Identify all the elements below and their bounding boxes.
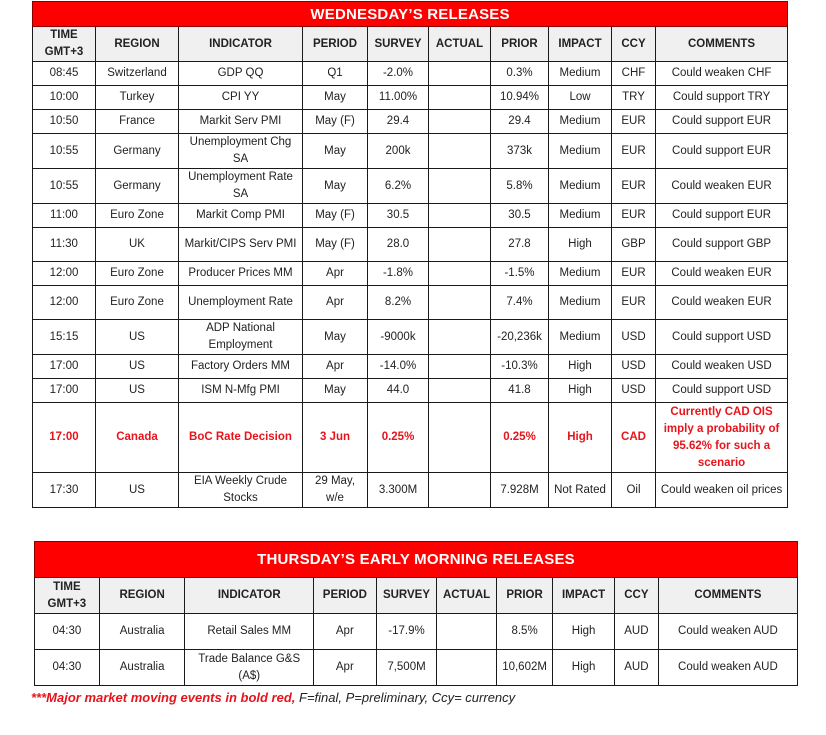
table-row (33, 320, 788, 355)
col-header-time: TIME GMT+3 (33, 27, 96, 62)
cell-survey: -14.0% (368, 355, 429, 379)
cell-time: 10:50 (33, 110, 96, 134)
col-header-time: TIME GMT+3 (35, 578, 100, 614)
cell-actual (429, 403, 491, 473)
cell-actual (429, 228, 491, 262)
cell-prior: 8.5% (496, 614, 552, 650)
cell-prior: 0.25% (491, 403, 549, 473)
col-header-region: REGION (96, 27, 179, 62)
cell-time: 04:30 (35, 650, 100, 686)
table-row (33, 134, 788, 169)
cell-prior: -1.5% (491, 262, 549, 286)
col-header-region: REGION (99, 578, 185, 614)
cell-ccy: EUR (612, 110, 656, 134)
cell-prior: 10,602M (496, 650, 552, 686)
cell-ccy: CAD (612, 403, 656, 473)
cell-comments: Currently CAD OIS imply a probability of 95.62% for such a scenario (656, 403, 788, 473)
cell-impact: Not Rated (549, 473, 612, 508)
cell-survey: -2.0% (368, 62, 429, 86)
cell-comments: Could support USD (656, 379, 788, 403)
cell-comments: Could weaken CHF (656, 62, 788, 86)
cell-period: May (303, 169, 368, 204)
cell-prior: 373k (491, 134, 549, 169)
cell-impact: Medium (549, 262, 612, 286)
cell-indicator: GDP QQ (179, 62, 303, 86)
cell-actual (429, 262, 491, 286)
cell-period: Apr (314, 650, 377, 686)
cell-prior: 41.8 (491, 379, 549, 403)
thursday-title: THURSDAY’S EARLY MORNING RELEASES (35, 542, 798, 578)
cell-period: May (303, 134, 368, 169)
cell-ccy: EUR (612, 286, 656, 320)
cell-period: Apr (303, 262, 368, 286)
cell-ccy: Oil (612, 473, 656, 508)
cell-region: Australia (99, 650, 185, 686)
table-row (33, 355, 788, 379)
cell-prior: -10.3% (491, 355, 549, 379)
cell-region: Germany (96, 134, 179, 169)
cell-indicator: EIA Weekly Crude Stocks (179, 473, 303, 508)
cell-prior: -20,236k (491, 320, 549, 355)
cell-survey: -1.8% (368, 262, 429, 286)
cell-survey: 29.4 (368, 110, 429, 134)
cell-ccy: EUR (612, 262, 656, 286)
cell-ccy: CHF (612, 62, 656, 86)
cell-region: Euro Zone (96, 286, 179, 320)
cell-survey: -17.9% (376, 614, 437, 650)
col-header-ccy: CCY (614, 578, 658, 614)
cell-indicator: Markit/CIPS Serv PMI (179, 228, 303, 262)
cell-region: US (96, 355, 179, 379)
cell-survey: 0.25% (368, 403, 429, 473)
cell-region: UK (96, 228, 179, 262)
cell-indicator: BoC Rate Decision (179, 403, 303, 473)
table-row (35, 650, 798, 686)
cell-period: 3 Jun (303, 403, 368, 473)
cell-region: Euro Zone (96, 204, 179, 228)
thursday-releases-table (34, 541, 798, 686)
col-header-survey: SURVEY (368, 27, 429, 62)
cell-impact: Medium (549, 62, 612, 86)
cell-prior: 7.4% (491, 286, 549, 320)
cell-impact: High (553, 614, 615, 650)
cell-actual (429, 355, 491, 379)
cell-prior: 10.94% (491, 86, 549, 110)
cell-indicator: Unemployment Chg SA (179, 134, 303, 169)
col-header-indicator: INDICATOR (185, 578, 314, 614)
cell-comments: Could weaken EUR (656, 169, 788, 204)
cell-actual (429, 473, 491, 508)
table-row (33, 62, 788, 86)
cell-ccy: EUR (612, 204, 656, 228)
cell-actual (429, 286, 491, 320)
cell-indicator: Markit Comp PMI (179, 204, 303, 228)
cell-impact: High (549, 228, 612, 262)
table-row (33, 204, 788, 228)
cell-comments: Could support USD (656, 320, 788, 355)
cell-region: Germany (96, 169, 179, 204)
table-row (33, 228, 788, 262)
col-header-actual: ACTUAL (429, 27, 491, 62)
cell-prior: 29.4 (491, 110, 549, 134)
cell-time: 12:00 (33, 286, 96, 320)
cell-survey: 28.0 (368, 228, 429, 262)
cell-impact: High (549, 403, 612, 473)
cell-actual (429, 379, 491, 403)
cell-survey: 7,500M (376, 650, 437, 686)
cell-survey: 30.5 (368, 204, 429, 228)
cell-actual (429, 110, 491, 134)
cell-prior: 27.8 (491, 228, 549, 262)
col-header-prior: PRIOR (496, 578, 552, 614)
cell-survey: 8.2% (368, 286, 429, 320)
cell-impact: Medium (549, 320, 612, 355)
col-header-ccy: CCY (612, 27, 656, 62)
cell-ccy: EUR (612, 134, 656, 169)
cell-time: 11:30 (33, 228, 96, 262)
cell-indicator: CPI YY (179, 86, 303, 110)
header-row (33, 27, 788, 62)
cell-comments: Could weaken AUD (658, 650, 797, 686)
table-row (33, 403, 788, 473)
cell-time: 10:55 (33, 134, 96, 169)
footnote-emphasis: ***Major market moving events in bold red, (31, 690, 296, 705)
cell-indicator: ISM N-Mfg PMI (179, 379, 303, 403)
cell-comments: Could support EUR (656, 134, 788, 169)
cell-survey: -9000k (368, 320, 429, 355)
cell-indicator: Markit Serv PMI (179, 110, 303, 134)
cell-prior: 0.3% (491, 62, 549, 86)
cell-time: 17:30 (33, 473, 96, 508)
cell-prior: 5.8% (491, 169, 549, 204)
table-row (33, 286, 788, 320)
cell-period: May (303, 379, 368, 403)
footnote-legend: F=final, P=preliminary, Ccy= currency (295, 690, 516, 705)
cell-time: 08:45 (33, 62, 96, 86)
table-row (33, 169, 788, 204)
cell-time: 12:00 (33, 262, 96, 286)
cell-period: May (F) (303, 110, 368, 134)
cell-period: Q1 (303, 62, 368, 86)
cell-impact: Low (549, 86, 612, 110)
table-row (35, 614, 798, 650)
cell-time: 10:55 (33, 169, 96, 204)
cell-actual (429, 86, 491, 110)
cell-ccy: USD (612, 320, 656, 355)
cell-period: Apr (303, 355, 368, 379)
cell-impact: High (549, 355, 612, 379)
cell-ccy: EUR (612, 169, 656, 204)
cell-time: 11:00 (33, 204, 96, 228)
cell-region: Euro Zone (96, 262, 179, 286)
cell-time: 10:00 (33, 86, 96, 110)
col-header-impact: IMPACT (553, 578, 615, 614)
cell-region: US (96, 379, 179, 403)
cell-indicator: ADP National Employment (179, 320, 303, 355)
cell-indicator: Trade Balance G&S (A$) (185, 650, 314, 686)
cell-time: 17:00 (33, 403, 96, 473)
wednesday-title: WEDNESDAY’S RELEASES (33, 2, 788, 27)
cell-ccy: GBP (612, 228, 656, 262)
cell-indicator: Unemployment Rate SA (179, 169, 303, 204)
cell-comments: Could weaken AUD (658, 614, 797, 650)
cell-comments: Could weaken oil prices (656, 473, 788, 508)
cell-ccy: AUD (614, 650, 658, 686)
cell-region: Turkey (96, 86, 179, 110)
cell-comments: Could support EUR (656, 110, 788, 134)
cell-actual (429, 204, 491, 228)
col-header-indicator: INDICATOR (179, 27, 303, 62)
footnote (31, 690, 515, 705)
cell-ccy: USD (612, 379, 656, 403)
table-row (33, 262, 788, 286)
cell-region: France (96, 110, 179, 134)
cell-ccy: TRY (612, 86, 656, 110)
cell-comments: Could support EUR (656, 204, 788, 228)
col-header-period: PERIOD (303, 27, 368, 62)
cell-region: Switzerland (96, 62, 179, 86)
cell-impact: Medium (549, 110, 612, 134)
cell-ccy: AUD (614, 614, 658, 650)
col-header-survey: SURVEY (376, 578, 437, 614)
cell-comments: Could support TRY (656, 86, 788, 110)
cell-period: 29 May, w/e (303, 473, 368, 508)
cell-time: 04:30 (35, 614, 100, 650)
cell-period: May (F) (303, 204, 368, 228)
cell-comments: Could weaken EUR (656, 286, 788, 320)
cell-region: Australia (99, 614, 185, 650)
cell-indicator: Unemployment Rate (179, 286, 303, 320)
cell-actual (429, 62, 491, 86)
cell-actual (429, 320, 491, 355)
cell-time: 17:00 (33, 379, 96, 403)
cell-impact: Medium (549, 204, 612, 228)
cell-actual (429, 134, 491, 169)
cell-comments: Could weaken USD (656, 355, 788, 379)
cell-survey: 6.2% (368, 169, 429, 204)
table-row (33, 473, 788, 508)
cell-ccy: USD (612, 355, 656, 379)
cell-prior: 7.928M (491, 473, 549, 508)
col-header-prior: PRIOR (491, 27, 549, 62)
cell-impact: High (553, 650, 615, 686)
cell-survey: 11.00% (368, 86, 429, 110)
cell-indicator: Factory Orders MM (179, 355, 303, 379)
table-row (33, 86, 788, 110)
cell-survey: 200k (368, 134, 429, 169)
table-row (33, 110, 788, 134)
col-header-comments: COMMENTS (656, 27, 788, 62)
cell-time: 15:15 (33, 320, 96, 355)
cell-impact: Medium (549, 286, 612, 320)
col-header-impact: IMPACT (549, 27, 612, 62)
cell-period: May (303, 320, 368, 355)
cell-impact: Medium (549, 169, 612, 204)
cell-comments: Could weaken EUR (656, 262, 788, 286)
header-row (35, 578, 798, 614)
cell-survey: 3.300M (368, 473, 429, 508)
cell-survey: 44.0 (368, 379, 429, 403)
cell-region: Canada (96, 403, 179, 473)
cell-period: May (303, 86, 368, 110)
cell-region: US (96, 320, 179, 355)
table-row (33, 379, 788, 403)
col-header-actual: ACTUAL (437, 578, 497, 614)
cell-prior: 30.5 (491, 204, 549, 228)
col-header-period: PERIOD (314, 578, 377, 614)
cell-region: US (96, 473, 179, 508)
cell-actual (437, 614, 497, 650)
cell-period: Apr (314, 614, 377, 650)
cell-impact: High (549, 379, 612, 403)
cell-period: May (F) (303, 228, 368, 262)
cell-comments: Could support GBP (656, 228, 788, 262)
cell-indicator: Retail Sales MM (185, 614, 314, 650)
col-header-comments: COMMENTS (658, 578, 797, 614)
cell-time: 17:00 (33, 355, 96, 379)
cell-period: Apr (303, 286, 368, 320)
cell-indicator: Producer Prices MM (179, 262, 303, 286)
cell-impact: Medium (549, 134, 612, 169)
cell-actual (429, 169, 491, 204)
cell-actual (437, 650, 497, 686)
wednesday-releases-table (32, 1, 788, 508)
